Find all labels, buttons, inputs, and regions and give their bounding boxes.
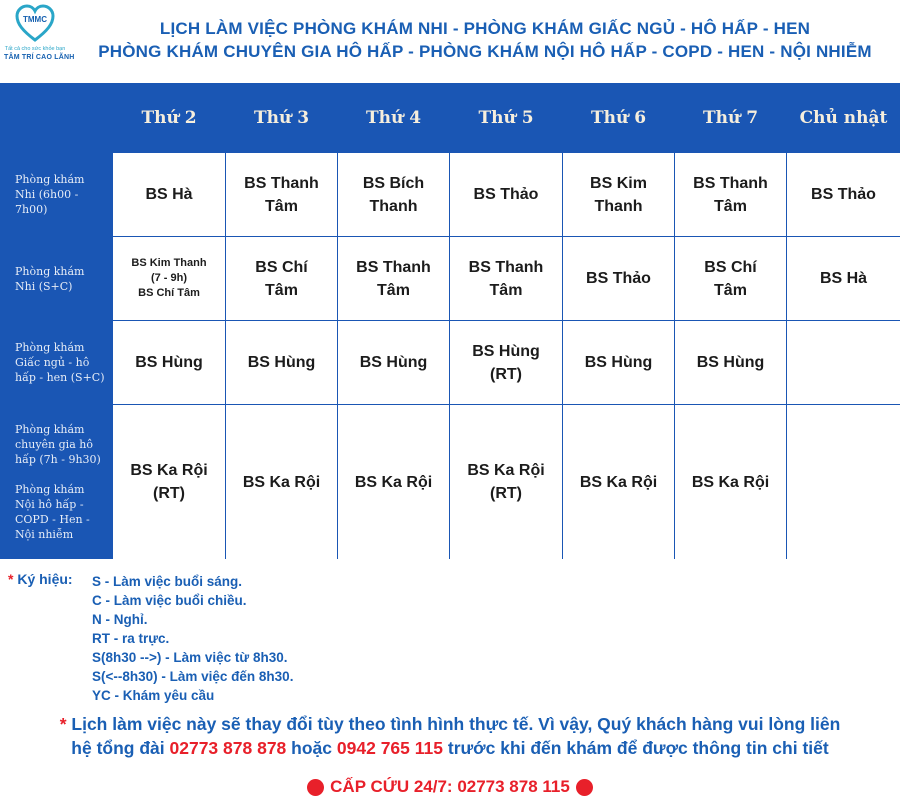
day-header: Thứ 6 — [590, 108, 647, 128]
legend-item: N - Nghỉ. — [92, 612, 148, 627]
doctor-name-line: Tâm — [489, 281, 523, 299]
page-title-line-1: LỊCH LÀM VIỆC PHÒNG KHÁM NHI - PHÒNG KHÁM GIẤC NGỦ - HÔ HẤP - HEN — [159, 19, 811, 38]
schedule-cell-content — [135, 351, 203, 374]
doctor-name-line: Tâm — [265, 281, 298, 299]
clinic-row-label-line: Phòng khám — [15, 483, 85, 496]
clinic-row-label-line: hấp (7h - 9h30) — [15, 453, 101, 466]
schedule-cell-content — [580, 471, 657, 494]
emergency-banner — [0, 777, 900, 797]
schedule-cell — [338, 321, 449, 404]
schedule-cell-content — [697, 351, 765, 374]
schedule-cell — [113, 321, 225, 404]
schedule-cell — [563, 153, 674, 236]
schedule-cell-content — [472, 340, 540, 386]
doctor-name-line: (7 - 9h) — [150, 272, 188, 284]
schedule-cell — [338, 405, 449, 559]
heart-logo-icon — [15, 4, 55, 44]
schedule-cell-content — [363, 172, 424, 218]
logo-mark: TMMC — [23, 15, 47, 24]
notice-text-2-end: trước khi đến khám để được thông tin chi tiết — [447, 738, 829, 758]
schedule-cell-content — [811, 183, 876, 206]
notice-text-2-start: hệ tổng đài — [71, 738, 165, 758]
day-header: Thứ 3 — [253, 108, 310, 128]
schedule-cell-content — [469, 256, 544, 302]
doctor-name-line: BS Ka Rội — [354, 473, 433, 491]
doctor-name-line: BS Kim Thanh — [131, 257, 207, 269]
legend-item: C - Làm việc buổi chiều. — [92, 593, 247, 608]
doctor-name-line: BS Ka Rội — [691, 473, 770, 491]
schedule-cell — [338, 237, 449, 320]
schedule-cell — [226, 153, 337, 236]
schedule-cell-content — [130, 459, 207, 505]
schedule-cell — [675, 237, 786, 320]
schedule-cell — [675, 153, 786, 236]
red-dot-icon — [576, 779, 593, 796]
schedule-cell-content — [248, 351, 316, 374]
legend-item: S - Làm việc buổi sáng. — [92, 574, 243, 589]
notice-line-1 — [0, 714, 900, 735]
schedule-cell-content — [586, 267, 651, 290]
schedule-cell-content — [255, 256, 307, 302]
clinic-row-label-line: Phòng khám — [15, 264, 85, 278]
schedule-cell — [450, 405, 562, 559]
schedule-cell-content — [356, 256, 431, 302]
doctor-name-line: Tâm — [265, 197, 298, 215]
legend-label-text: Ký hiệu: — [17, 571, 73, 587]
hotline-phone[interactable]: 02773 878 878 — [169, 738, 287, 758]
clinic-row-label-line: 7h00) — [15, 203, 48, 216]
schedule-cell-content — [355, 471, 432, 494]
doctor-name-line: BS Hùng — [359, 354, 428, 371]
legend-label — [8, 571, 73, 587]
legend-item: YC - Khám yêu cầu — [92, 688, 215, 703]
doctor-name-line: BS Thanh — [244, 174, 319, 192]
doctor-name-line: BS Thanh — [468, 258, 544, 276]
clinic-row-label-line: Phòng khám — [15, 173, 85, 186]
clinic-row-label-line: Nhi (S+C) — [15, 279, 73, 293]
day-header: Chủ nhật — [799, 108, 888, 128]
doctor-name-line: (RT) — [153, 485, 185, 502]
notice-or: hoặc — [291, 738, 333, 758]
schedule-cell — [226, 321, 337, 404]
doctor-name-line: BS Chí — [255, 258, 308, 276]
day-header: Thứ 5 — [478, 108, 534, 128]
logo — [4, 4, 75, 70]
clinic-row-label-line: Phòng khám — [15, 341, 85, 354]
schedule-cell — [563, 237, 674, 320]
schedule-cell — [113, 405, 225, 559]
schedule-cell — [563, 321, 674, 404]
doctor-name-line: BS Hùng — [472, 342, 540, 360]
legend-item: S(<--8h30) - Làm việc đến 8h30. — [92, 669, 294, 684]
schedule-cell — [226, 405, 337, 559]
doctor-name-line: Tâm — [714, 197, 747, 215]
mobile-phone[interactable]: 0942 765 115 — [336, 738, 443, 758]
doctor-name-line: BS Ka Rội — [130, 462, 208, 479]
schedule-cell-content — [692, 471, 769, 494]
schedule-cell — [450, 153, 562, 236]
doctor-name-line: BS Thanh — [693, 174, 768, 192]
doctor-name-line: BS Ka Rội — [242, 473, 321, 491]
legend-list — [92, 572, 293, 705]
schedule-cell — [338, 153, 449, 236]
legend-item: RT - ra trực. — [92, 631, 170, 646]
clinic-row-label-line: Giấc ngủ - hô — [15, 356, 90, 369]
doctor-name-line: BS Kim — [590, 174, 647, 192]
doctor-name-line: BS Hùng — [135, 354, 203, 371]
doctor-name-line: BS Hà — [145, 186, 193, 203]
schedule-cell — [675, 405, 786, 559]
doctor-name-line: Tâm — [714, 281, 747, 299]
day-header: Thứ 7 — [702, 108, 759, 128]
schedule-cell-content — [704, 256, 756, 302]
day-header: Thứ 4 — [365, 108, 422, 128]
doctor-name-line: (RT) — [490, 365, 522, 383]
doctor-name-line: BS Thanh — [356, 258, 431, 276]
schedule-cell — [450, 237, 562, 320]
clinic-row-label-line — [15, 467, 109, 482]
doctor-name-line: BS Thảo — [811, 186, 876, 203]
notice-line-2 — [0, 738, 900, 759]
clinic-row-label-line: hấp - hen (S+C) — [15, 371, 105, 384]
doctor-name-line: BS Thảo — [586, 270, 651, 287]
schedule-cell — [563, 405, 674, 559]
clinic-row-label-line: Phòng khám — [15, 423, 85, 436]
doctor-name-line: BS Chí — [704, 258, 757, 276]
schedule-cell-content — [243, 471, 320, 494]
doctor-name-line: BS Ka Rội — [467, 462, 545, 479]
doctor-name-line: BS Hùng — [696, 354, 765, 371]
legend-item: S(8h30 -->) - Làm việc từ 8h30. — [92, 650, 288, 665]
schedule-cell-content — [820, 267, 867, 290]
schedule-cell — [787, 405, 900, 559]
schedule-cell-content — [244, 172, 319, 218]
legend-star: * — [8, 571, 14, 587]
clinic-row-label — [0, 237, 113, 320]
clinic-row-label — [0, 153, 113, 236]
schedule-cell — [787, 321, 900, 404]
schedule-cell — [450, 321, 562, 404]
red-dot-icon — [307, 779, 324, 796]
clinic-row-label-line: Nội hô hấp - — [15, 498, 84, 511]
doctor-name-line: BS Thảo — [473, 186, 539, 203]
schedule-cell-content — [360, 351, 428, 374]
clinic-row-label — [0, 405, 113, 559]
clinic-row-label-line: Nhi (6h00 - — [15, 188, 79, 201]
emergency-hotline[interactable]: CẤP CỨU 24/7: 02773 878 115 — [330, 777, 570, 796]
schedule-cell-content — [585, 351, 653, 374]
schedule-cell-content — [474, 183, 539, 206]
schedule-cell — [787, 237, 900, 320]
schedule-table — [0, 83, 900, 559]
schedule-cell — [675, 321, 786, 404]
doctor-name-line: BS Hùng — [247, 354, 316, 371]
logo-name: TÂM TRÍ CAO LÃNH — [4, 54, 75, 61]
doctor-name-line: BS Ka Rội — [579, 473, 658, 491]
notice-star: * — [59, 714, 67, 734]
notice-text-1: Lịch làm việc này sẽ thay đổi tùy theo tình hình thực tế. Vì vậy, Quý khách hàng vui lòng liên — [71, 714, 841, 734]
doctor-name-line: BS Hà — [819, 270, 868, 287]
doctor-name-line: Thanh — [594, 197, 643, 215]
doctor-name-line: Thanh — [369, 197, 418, 215]
logo-tagline: Tất cả cho sức khỏe bạn — [4, 46, 66, 52]
schedule-cell-content — [590, 172, 647, 218]
clinic-row-label-line: Nội nhiễm — [15, 528, 74, 541]
clinic-row-label-line: chuyên gia hô — [15, 438, 93, 451]
doctor-name-line: Tâm — [377, 281, 410, 299]
schedule-cell — [787, 153, 900, 236]
clinic-row-label-line: COPD - Hen - — [15, 513, 90, 526]
schedule-cell — [113, 237, 225, 320]
schedule-cell-content — [131, 256, 206, 301]
clinic-row-label — [0, 321, 113, 404]
schedule-cell-content — [145, 183, 192, 206]
doctor-name-line: BS Hùng — [584, 354, 653, 371]
schedule-cell — [226, 237, 337, 320]
page-title-line-2: PHÒNG KHÁM CHUYÊN GIA HÔ HẤP - PHÒNG KHÁM NỘI HÔ HẤP - COPD - HEN - NỘI NHIỄM — [98, 42, 872, 61]
schedule-cell-content — [467, 459, 544, 505]
day-header: Thứ 2 — [141, 108, 197, 128]
doctor-name-line: BS Bích — [362, 174, 425, 192]
doctor-name-line: (RT) — [490, 485, 522, 502]
schedule-cell-content — [693, 172, 768, 218]
schedule-cell — [113, 153, 225, 236]
doctor-name-line: BS Chí Tâm — [138, 287, 200, 299]
